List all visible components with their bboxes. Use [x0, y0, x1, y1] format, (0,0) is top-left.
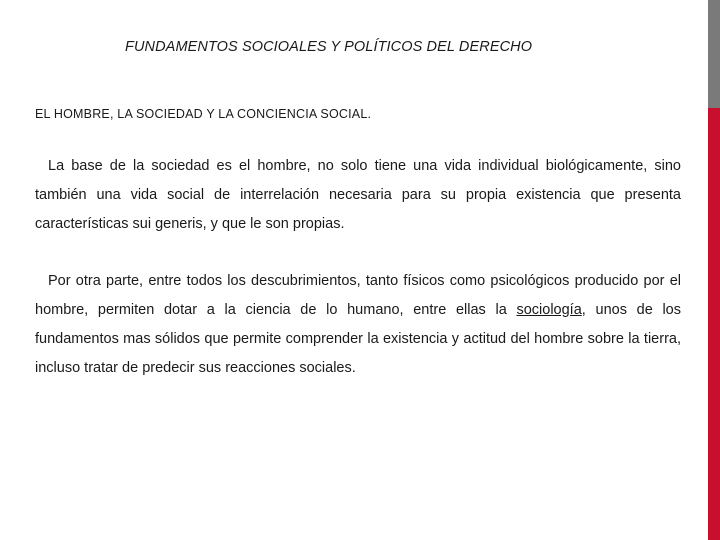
paragraph-1-text: La base de la sociedad es el hombre, no solo tiene una vida individual biológicamente, sino también una vida social de interrelación necesaria para su propia existencia que presenta características sui generis, y que le son propias. — [35, 158, 681, 232]
paragraph-1 — [35, 152, 681, 239]
slide-title: FUNDAMENTOS SOCIOALES Y POLÍTICOS DEL DERECHO — [125, 39, 533, 55]
paragraph-2-text-before: Por otra parte, entre todos los descubrimientos, tanto físicos como psicológicos producido por el hombre, permiten dotar a la ciencia de lo humano, entre ellas la — [35, 273, 681, 318]
paragraph-2-text-after: , unos de los fundamentos mas sólidos que permite comprender la existencia y actitud del hombre sobre la tierra, incluso tratar de predecir sus reacciones sociales. — [35, 302, 681, 376]
paragraph-2 — [35, 267, 681, 383]
accent-bar-top — [708, 0, 720, 108]
underlined-term: sociología — [516, 302, 582, 318]
slide-subtitle: EL HOMBRE, LA SOCIEDAD Y LA CONCIENCIA SOCIAL. — [35, 107, 372, 121]
accent-bar-bottom — [708, 108, 720, 540]
